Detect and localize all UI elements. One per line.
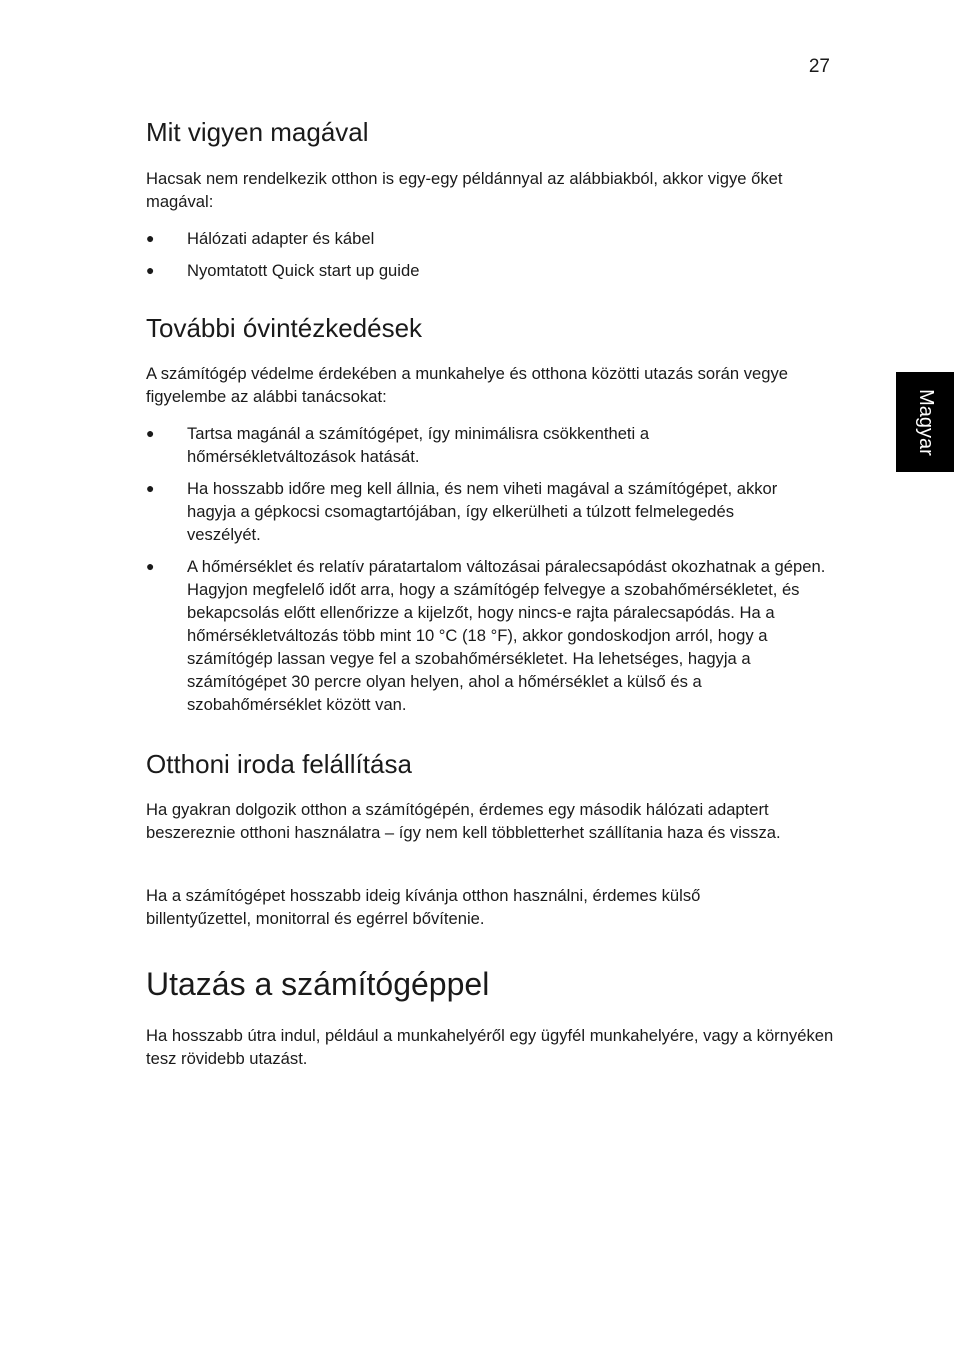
list-item: ● Nyomtatott Quick start up guide	[146, 261, 420, 280]
home-office-paragraph-2: Ha a számítógépet hosszabb ideig kívánja otthon használni, érdemes külső billentyűzettel, monitorral és egérrel bővítenie.	[146, 886, 701, 928]
home-office-paragraph-1: Ha gyakran dolgozik otthon a számítógépén, érdemes egy második hálózati adaptert beszereznie otthoni használatra – így nem kell többletterhet szállítania haza és vissza.	[146, 800, 781, 842]
language-tab	[896, 372, 954, 472]
bullet-icon: ●	[146, 480, 155, 496]
carry-list	[146, 227, 836, 282]
travel-paragraph-1: Ha hosszabb útra indul, például a munkahelyéről egy ügyfél munkahelyére, vagy a környéken tesz rövidebb utazást.	[146, 1026, 834, 1068]
bullet-icon: ●	[146, 230, 155, 246]
page-number: 27	[808, 56, 830, 77]
section-heading-precautions: További óvintézkedések	[146, 313, 423, 343]
chapter-heading-travel: Utazás a számítógéppel	[146, 966, 490, 1002]
list-item: ● Hálózati adapter és kábel	[146, 229, 375, 248]
language-tab-label: Magyar	[914, 388, 937, 456]
bullet-icon: ●	[146, 425, 155, 441]
section-heading-home-office: Otthoni iroda felállítása	[146, 749, 412, 779]
list-item: ● A hőmérséklet és relatív páratartalom változásai páralecsapódást okozhatnak a gépen. Hagyjon megfelelő időt arra, hogy a számítógép felvegye a szobahőmérsékletet, és bekapcsolás előtt ellenőrizze a kijelzőt, hogy nincs-e rajta páralecsapódás. Ha a hőmérsékletváltozás több mint 10 °C (18 °F), akkor gondoskodjon arról, hogy a számítógép lassan vegye fel a szobahőmérsékletet. Ha lehetséges, hagyja a számítógépet 30 percre olyan helyen, ahol a hőmérséklet a külső és a szobahőmérséklet között van.	[146, 557, 826, 714]
list-item: ● Tartsa magánál a számítógépet, így minimálisra csökkentheti a hőmérsékletváltozások hatását.	[146, 424, 650, 466]
list-item: ● Ha hosszabb időre meg kell állnia, és nem viheti magával a számítógépet, akkor hagyja a gépkocsi csomagtartójában, így elkerülheti a túlzott felmelegedés veszélyét.	[146, 479, 778, 544]
carry-intro: Hacsak nem rendelkezik otthon is egy-egy példánnyal az alábbiakból, akkor vigye őket magával:	[146, 169, 783, 211]
precautions-intro: A számítógép védelme érdekében a munkahelye és otthona közötti utazás során vegye figyelembe az alábbi tanácsokat:	[146, 364, 789, 406]
section-heading-carry: Mit vigyen magával	[146, 117, 369, 147]
precautions-list	[146, 422, 836, 716]
bullet-icon: ●	[146, 558, 155, 574]
bullet-icon: ●	[146, 262, 155, 278]
